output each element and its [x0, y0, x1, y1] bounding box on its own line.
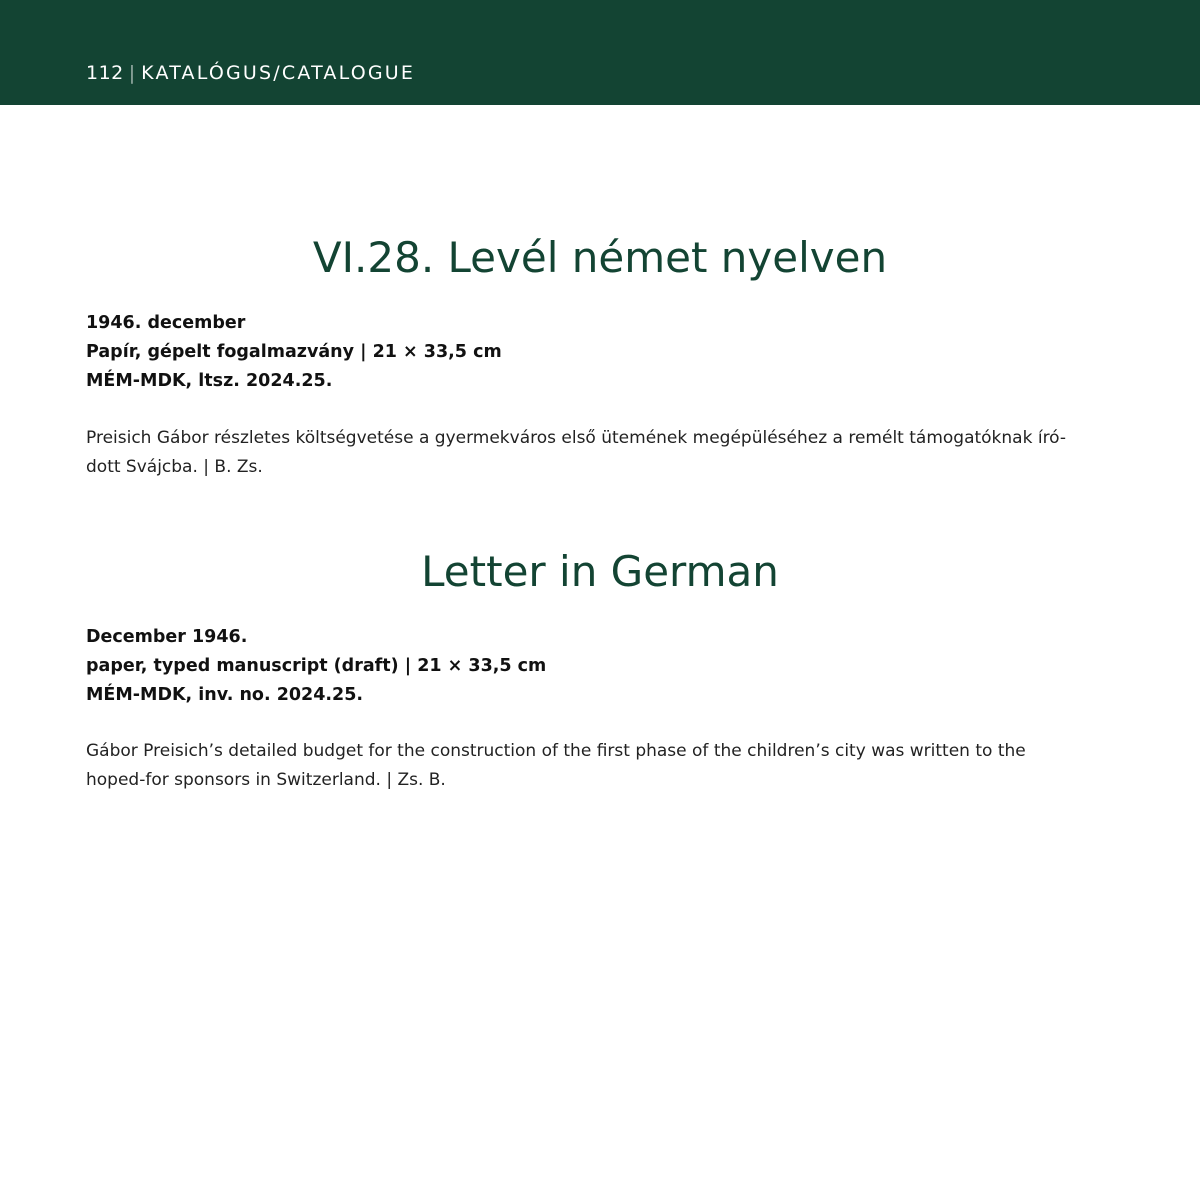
hungarian-description-line-2: dott Svájcba. | B. Zs.: [86, 456, 263, 477]
english-description: [86, 737, 1114, 794]
english-description-line-2: hoped-for sponsors in Switzerland. | Zs. B.: [86, 769, 446, 790]
hungarian-title: VI.28. Levél német nyelven: [312, 233, 888, 282]
english-description-line-1: Gábor Preisich’s detailed budget for the construction of the first phase of the children’s city was written to the: [86, 741, 1026, 761]
page-number: 112: [86, 62, 124, 84]
english-title: Letter in German: [421, 547, 779, 596]
hungarian-description-line-1: Preisich Gábor részletes költségvetése a gyermekváros első ütemének megépüléséhez a remélt támogatóknak író-: [86, 428, 1067, 448]
running-header: [86, 61, 415, 85]
hungarian-collection: MÉM-MDK, ltsz. 2024.25.: [86, 371, 333, 391]
page-header-band: [0, 0, 1200, 105]
hungarian-description: [86, 424, 1114, 481]
hungarian-metadata: [86, 309, 1114, 396]
hungarian-date: 1946. december: [86, 313, 246, 333]
english-collection: MÉM-MDK, inv. no. 2024.25.: [86, 685, 364, 705]
english-medium: paper, typed manuscript (draft) | 21 × 33,5 cm: [86, 656, 547, 676]
running-title: KATALÓGUS/CATALOGUE: [141, 62, 416, 84]
header-separator: |: [128, 62, 136, 84]
hungarian-medium: Papír, gépelt fogalmazvány | 21 × 33,5 cm: [86, 342, 502, 362]
english-metadata: [86, 623, 1114, 710]
english-date: December 1946.: [86, 627, 248, 647]
